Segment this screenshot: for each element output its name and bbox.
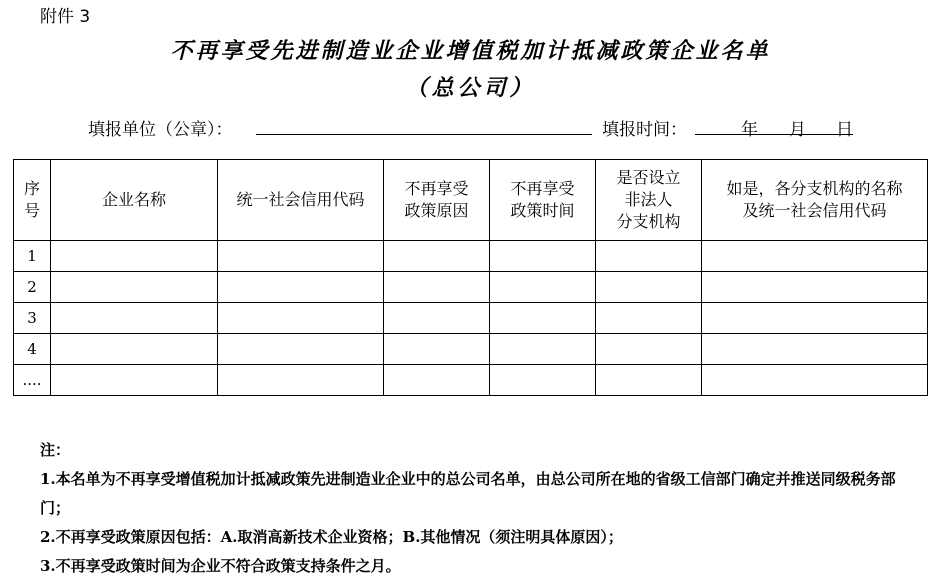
table-row — [14, 272, 928, 303]
row-number: 4 — [14, 334, 51, 365]
table-row — [14, 334, 928, 365]
cell-company-name[interactable] — [51, 334, 218, 365]
unit-blank-line[interactable] — [256, 134, 592, 135]
header-reason — [384, 160, 490, 241]
cell-time[interactable] — [490, 241, 596, 272]
header-time — [490, 160, 596, 241]
table-header-row — [14, 160, 928, 241]
cell-company-name[interactable] — [51, 365, 218, 396]
date-blank-line[interactable] — [695, 134, 853, 135]
note-item-1: 1.本名单为不再享受增值税加计抵减政策先进制造业企业中的总公司名单，由总公司所在地的省级工信部门确定并推送同级税务部门； — [40, 470, 896, 517]
table-row — [14, 241, 928, 272]
header-branch-line2: 非法人 — [624, 190, 673, 209]
cell-branch-info[interactable] — [702, 272, 928, 303]
note-item-3: 3.不再享受政策时间为企业不符合政策支持条件之月。 — [40, 557, 401, 575]
cell-credit-code[interactable] — [218, 334, 384, 365]
header-seq-line1: 序 — [23, 179, 40, 198]
unit-label: 填报单位（公章）： — [88, 120, 233, 140]
cell-company-name[interactable] — [51, 303, 218, 334]
header-reason-line2: 政策原因 — [404, 201, 469, 220]
cell-credit-code[interactable] — [218, 365, 384, 396]
cell-branch[interactable] — [596, 272, 702, 303]
header-reason-line1: 不再享受 — [404, 179, 469, 198]
notes-heading: 注： — [40, 441, 71, 459]
cell-time[interactable] — [490, 303, 596, 334]
row-number: 2 — [14, 272, 51, 303]
notes-section — [40, 436, 920, 581]
cell-branch[interactable] — [596, 334, 702, 365]
row-number: .... — [14, 365, 51, 396]
cell-reason[interactable] — [384, 303, 490, 334]
cell-credit-code[interactable] — [218, 272, 384, 303]
cell-credit-code[interactable] — [218, 303, 384, 334]
header-time-line2: 政策时间 — [510, 201, 575, 220]
document-title: 不再享受先进制造业企业增值税加计抵减政策企业名单 — [170, 38, 771, 64]
header-company-name: 企业名称 — [51, 160, 218, 241]
note-item-2: 2.不再享受政策原因包括：A.取消高新技术企业资格；B.其他情况（须注明具体原因）； — [40, 528, 623, 546]
row-number: 3 — [14, 303, 51, 334]
cell-branch-info[interactable] — [702, 334, 928, 365]
cell-credit-code[interactable] — [218, 241, 384, 272]
cell-time[interactable] — [490, 334, 596, 365]
cell-company-name[interactable] — [51, 272, 218, 303]
table-row — [14, 303, 928, 334]
cell-branch-info[interactable] — [702, 365, 928, 396]
cell-reason[interactable] — [384, 334, 490, 365]
header-branch-info — [702, 160, 928, 241]
day-label: 日 — [836, 120, 853, 140]
company-list-table — [13, 159, 928, 396]
cell-time[interactable] — [490, 365, 596, 396]
row-number: 1 — [14, 241, 51, 272]
cell-time[interactable] — [490, 272, 596, 303]
month-label: 月 — [789, 120, 806, 140]
time-label: 填报时间： — [602, 120, 687, 140]
cell-reason[interactable] — [384, 365, 490, 396]
cell-reason[interactable] — [384, 272, 490, 303]
year-label: 年 — [741, 120, 758, 140]
header-seq-line2: 号 — [23, 201, 40, 220]
header-branch — [596, 160, 702, 241]
cell-branch[interactable] — [596, 241, 702, 272]
header-seq — [14, 160, 51, 241]
document-subtitle: （总公司） — [405, 75, 536, 101]
cell-company-name[interactable] — [51, 241, 218, 272]
cell-branch[interactable] — [596, 303, 702, 334]
header-time-line1: 不再享受 — [510, 179, 575, 198]
header-branch-info-line1: 如是，各分支机构的名称 — [726, 179, 903, 198]
cell-reason[interactable] — [384, 241, 490, 272]
cell-branch-info[interactable] — [702, 241, 928, 272]
cell-branch-info[interactable] — [702, 303, 928, 334]
header-credit-code: 统一社会信用代码 — [218, 160, 384, 241]
header-branch-info-line2: 及统一社会信用代码 — [742, 201, 887, 220]
attachment-label: 附件 3 — [40, 7, 91, 27]
cell-branch[interactable] — [596, 365, 702, 396]
table-row — [14, 365, 928, 396]
header-branch-line1: 是否设立 — [616, 168, 681, 187]
header-branch-line3: 分支机构 — [616, 212, 681, 231]
